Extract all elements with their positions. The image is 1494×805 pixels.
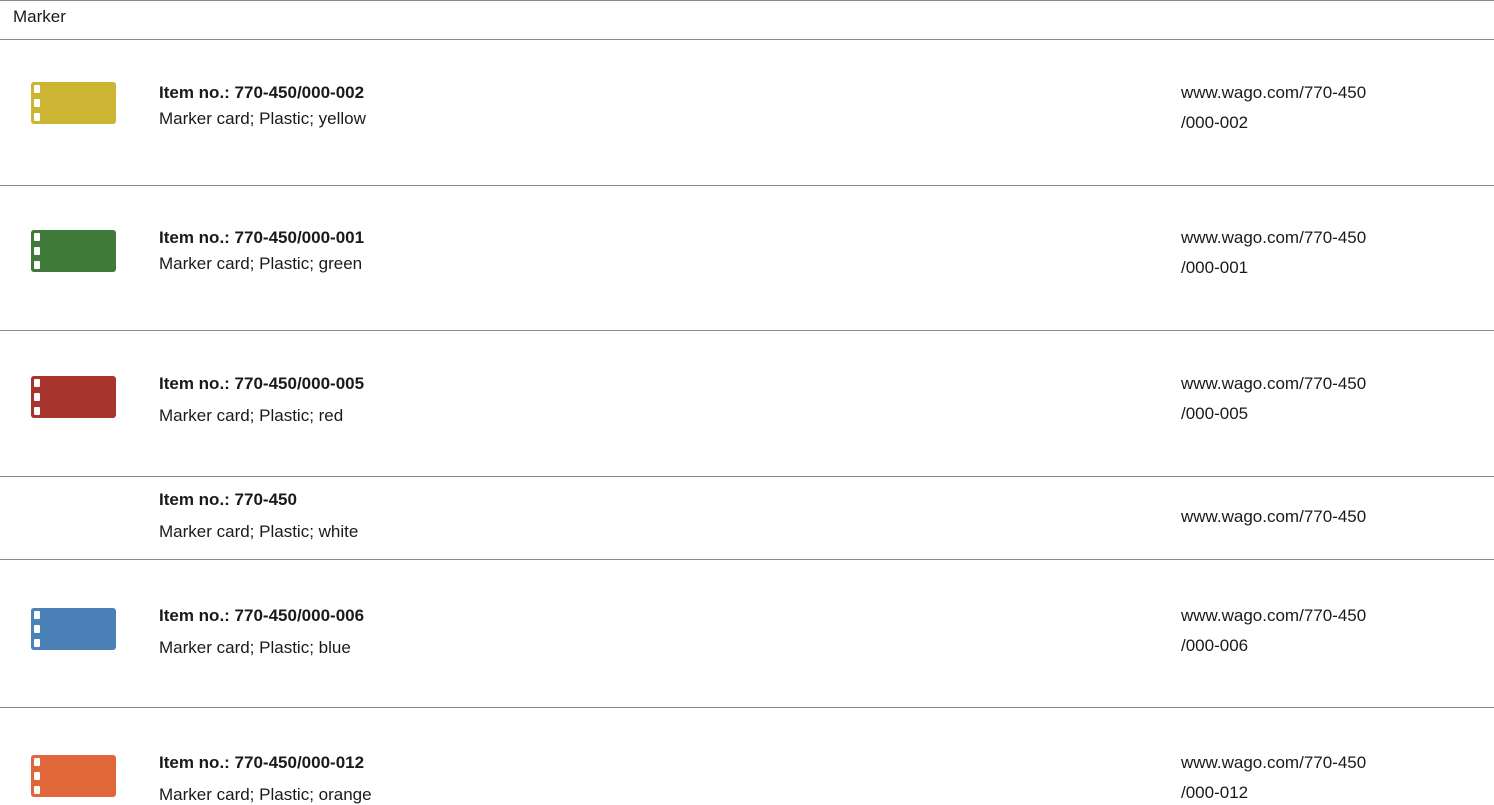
marker-card-tab [34,407,40,415]
marker-card-image [31,608,116,650]
product-link[interactable] [1181,601,1366,661]
marker-card-tab [34,85,40,93]
product-link-line2: /000-001 [1181,258,1249,277]
item-number: Item no.: 770-450/000-006 [159,606,365,625]
product-link-line1: www.wago.com/770-450 [1181,507,1367,526]
marker-card-tab [34,772,40,780]
product-link-line2: /000-002 [1181,113,1249,132]
marker-card-tab [34,113,40,121]
item-number: Item no.: 770-450 [159,490,297,509]
product-link[interactable] [1181,369,1366,429]
list-item [0,477,1494,560]
list-item [0,40,1494,186]
list-item [0,708,1494,805]
list-item [0,186,1494,331]
product-link-line1: www.wago.com/770-450 [1181,606,1367,625]
marker-card-tab [34,247,40,255]
product-link[interactable] [1181,748,1366,805]
product-link[interactable] [1181,223,1366,283]
marker-card-image [31,230,116,272]
marker-card-tab [34,639,40,647]
product-link-line1: www.wago.com/770-450 [1181,83,1367,102]
item-number: Item no.: 770-450/000-005 [159,374,365,393]
item-description: Marker card; Plastic; yellow [159,109,366,128]
list-item [0,560,1494,708]
item-description: Marker card; Plastic; red [159,406,344,425]
marker-card-image [31,755,116,797]
product-link-line2: /000-006 [1181,636,1249,655]
section-header [0,0,1494,40]
product-link[interactable] [1181,78,1366,138]
section-title: Marker [13,7,66,26]
marker-card-image [31,82,116,124]
product-link-line1: www.wago.com/770-450 [1181,753,1367,772]
marker-card-tab [34,379,40,387]
marker-card-tab [34,261,40,269]
product-link-line1: www.wago.com/770-450 [1181,228,1367,247]
item-number: Item no.: 770-450/000-001 [159,228,365,247]
marker-card-tab [34,625,40,633]
marker-card-tab [34,393,40,401]
item-number: Item no.: 770-450/000-002 [159,83,365,102]
product-link[interactable] [1181,502,1366,532]
product-link-line2: /000-012 [1181,783,1249,802]
marker-card-tab [34,758,40,766]
item-description: Marker card; Plastic; white [159,522,359,541]
list-item [0,331,1494,477]
item-description: Marker card; Plastic; green [159,254,363,273]
product-link-line2: /000-005 [1181,404,1249,423]
marker-card-tab [34,786,40,794]
marker-card-tab [34,611,40,619]
marker-card-image [31,376,116,418]
marker-card-tab [34,233,40,241]
item-number: Item no.: 770-450/000-012 [159,753,365,772]
marker-card-tab [34,99,40,107]
item-description: Marker card; Plastic; blue [159,638,351,657]
product-link-line1: www.wago.com/770-450 [1181,374,1367,393]
item-description: Marker card; Plastic; orange [159,785,372,804]
